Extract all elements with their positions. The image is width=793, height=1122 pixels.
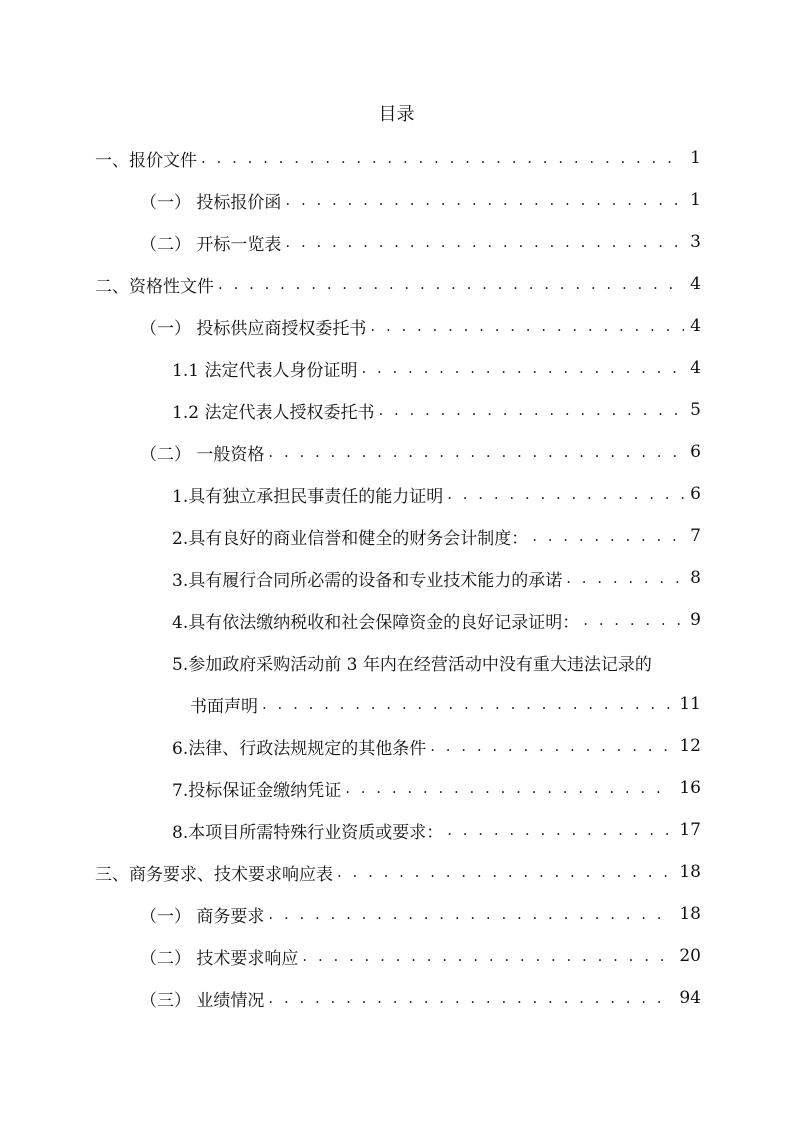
toc-entry[interactable] <box>95 137 701 179</box>
toc-entry-page: 18 <box>679 904 701 924</box>
toc-entry-label: 1.2 法定代表人授权委托书 <box>172 402 375 423</box>
toc-entry[interactable] <box>172 599 701 641</box>
toc-entry[interactable] <box>140 893 701 935</box>
toc-entry-label: 1.1 法定代表人身份证明 <box>172 360 358 381</box>
toc-entry-page: 5 <box>690 400 701 420</box>
toc-leader-dots <box>285 233 684 251</box>
toc-entry[interactable] <box>140 179 701 221</box>
toc-entry[interactable] <box>95 851 701 893</box>
toc-entry[interactable] <box>172 347 701 389</box>
toc-entry[interactable] <box>172 767 701 809</box>
toc-entry-label: 二、资格性文件 <box>95 276 214 297</box>
toc-entry-page: 4 <box>690 316 701 336</box>
toc-leader-dots <box>370 317 684 335</box>
toc-leader-dots <box>268 443 684 461</box>
toc-entry-page: 12 <box>679 736 701 756</box>
toc-leader-dots <box>262 695 673 713</box>
toc-entry-label[interactable]: 5.参加政府采购活动前 3 年内在经营活动中没有重大违法记录的 <box>172 654 652 675</box>
toc-leader-dots <box>583 611 684 629</box>
toc-leader-dots <box>201 149 684 167</box>
toc-leader-dots <box>345 779 673 797</box>
toc-entry-label: （二） 技术要求响应 <box>140 948 299 969</box>
toc-leader-dots <box>361 359 684 377</box>
toc-entry-label: （一） 投标供应商授权委托书 <box>140 318 367 339</box>
toc-entry-label: （一） 投标报价函 <box>140 192 282 213</box>
toc-entry[interactable] <box>140 431 701 473</box>
toc-entry-page: 8 <box>690 568 701 588</box>
toc-entry[interactable] <box>172 473 701 515</box>
toc-entry-label: 7.投标保证金缴纳凭证 <box>172 780 342 801</box>
toc-leader-dots <box>378 401 684 419</box>
toc-entry[interactable] <box>172 515 701 557</box>
toc-entry-page: 4 <box>690 274 701 294</box>
toc-entry-page: 20 <box>679 946 701 966</box>
toc-entry-page: 9 <box>690 610 701 630</box>
toc-leader-dots <box>532 527 684 545</box>
toc-leader-dots <box>566 569 684 587</box>
toc-entry-page: 6 <box>690 442 701 462</box>
toc-entry-page: 7 <box>690 526 701 546</box>
toc-leader-dots <box>268 905 673 923</box>
toc-entry-page: 4 <box>690 358 701 378</box>
toc-entry[interactable] <box>95 263 701 305</box>
toc-entry[interactable] <box>172 725 701 767</box>
toc-entry[interactable] <box>172 389 701 431</box>
toc-entry[interactable] <box>190 683 701 725</box>
toc-entry-page: 1 <box>690 148 701 168</box>
toc-entry-page: 17 <box>679 820 701 840</box>
toc-entry[interactable] <box>140 221 701 263</box>
toc-entry[interactable] <box>172 557 701 599</box>
toc-entry-page: 6 <box>690 484 701 504</box>
toc-entry[interactable] <box>140 305 701 347</box>
toc-entry-label: （二） 一般资格 <box>140 444 265 465</box>
toc-entry-page: 16 <box>679 778 701 798</box>
toc-entry-label-continuation: 书面声明 <box>190 696 258 717</box>
toc-leader-dots <box>447 485 684 503</box>
toc-entry-page: 18 <box>679 862 701 882</box>
toc-entry[interactable] <box>172 809 701 851</box>
toc-entry-page: 11 <box>679 694 701 714</box>
toc-leader-dots <box>337 863 673 881</box>
toc-leader-dots <box>268 989 673 1007</box>
toc-leader-dots <box>430 737 673 755</box>
toc-entry-page: 3 <box>690 232 701 252</box>
toc-entry-label: （三） 业绩情况 <box>140 990 265 1011</box>
toc-entry-label: 6.法律、行政法规规定的其他条件 <box>172 738 427 759</box>
toc-entry-label: 8.本项目所需特殊行业资质或要求： <box>172 822 444 843</box>
toc-entry-label: （一） 商务要求 <box>140 906 265 927</box>
toc-entry[interactable] <box>140 977 701 1019</box>
toc-title: 目录 <box>378 104 415 125</box>
toc-entry-page: 94 <box>679 988 701 1008</box>
toc-leader-dots <box>285 191 684 209</box>
toc-entry-label: 4.具有依法缴纳税收和社会保障资金的良好记录证明： <box>172 612 580 633</box>
toc-entry-label: 2.具有良好的商业信誉和健全的财务会计制度： <box>172 528 529 549</box>
toc-entry-label: 三、商务要求、技术要求响应表 <box>95 864 333 885</box>
toc-entry-label: （二） 开标一览表 <box>140 234 282 255</box>
toc-leader-dots <box>218 275 684 293</box>
toc-leader-dots <box>447 821 673 839</box>
toc-entry-label: 1.具有独立承担民事责任的能力证明 <box>172 486 444 507</box>
toc-entry-label: 3.具有履行合同所必需的设备和专业技术能力的承诺 <box>172 570 563 591</box>
toc-entry[interactable] <box>140 935 701 977</box>
toc-leader-dots <box>302 947 673 965</box>
toc-entry-label: 一、报价文件 <box>95 150 197 171</box>
toc-entry-page: 1 <box>690 190 701 210</box>
